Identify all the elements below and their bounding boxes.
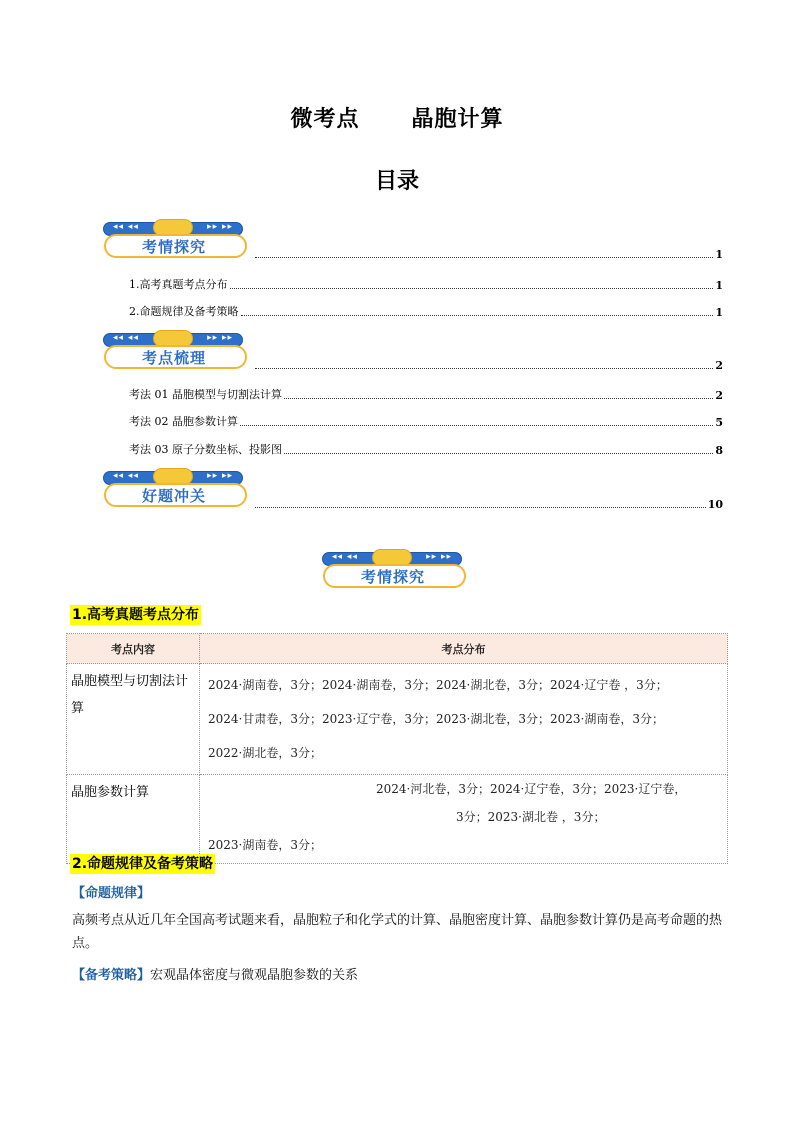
distribution-line: 2022·湖北卷，3分； (208, 746, 322, 760)
table-cell-distribution (200, 664, 728, 775)
toc-dots (255, 257, 713, 258)
arrow-left-icon: ◂◂ ◂◂ (113, 222, 139, 232)
title-left: 微考点 (290, 107, 360, 132)
toc-entry[interactable] (253, 498, 723, 511)
arrow-right-icon: ▸▸ ▸▸ (426, 552, 452, 562)
toc-page: 1 (715, 248, 723, 261)
table-cell-topic: 晶胞模型与切割法计算 (67, 664, 200, 775)
arrow-left-icon: ◂◂ ◂◂ (113, 471, 139, 481)
badge-label: 考情探究 (360, 568, 425, 586)
badge-label: 考情探究 (141, 238, 206, 256)
rule-tag: 【命题规律】 (72, 886, 151, 901)
toc-entry-text: 考法 03 原子分数坐标、投影图 (129, 443, 282, 456)
toc-page: 1 (715, 279, 723, 292)
toc-page: 2 (715, 359, 723, 372)
toc-entry-text: 考法 01 晶胞模型与切割法计算 (129, 388, 282, 401)
strategy-line (72, 964, 732, 987)
table-row (67, 775, 728, 864)
table-cell-distribution (200, 775, 728, 864)
strategy-text: 宏观晶体密度与微观晶胞参数的关系 (150, 968, 359, 983)
arrow-right-icon: ▸▸ ▸▸ (207, 333, 233, 343)
arrow-right-icon: ▸▸ ▸▸ (207, 471, 233, 481)
section-heading-exam-distribution: 1.高考真题考点分布 (72, 607, 200, 623)
badge-practice[interactable] (103, 471, 248, 511)
badge-label: 考点梳理 (141, 349, 206, 367)
toc-entry[interactable] (129, 303, 723, 319)
toc-entry[interactable] (129, 413, 723, 429)
toc-page: 8 (715, 444, 723, 457)
toc-dots (255, 507, 706, 508)
table-row (67, 664, 728, 775)
table-header-distribution: 考点分布 (200, 634, 728, 664)
table-header-topic: 考点内容 (67, 634, 200, 664)
toc-entry-text: 考法 02 晶胞参数计算 (129, 415, 238, 428)
title-right: 晶胞计算 (411, 107, 504, 132)
strategy-tag: 【备考策略】 (72, 968, 151, 983)
toc-dots (284, 398, 713, 399)
distribution-line: 3分；2023·湖北卷 ，3分； (456, 810, 606, 824)
badge-section-exam-analysis (322, 552, 467, 592)
badge-key-points[interactable] (103, 333, 248, 373)
table-cell-topic: 晶胞参数计算 (67, 775, 200, 864)
toc-page: 2 (715, 389, 723, 402)
section-heading-rules-strategy: 2.命题规律及备考策略 (72, 856, 214, 872)
toc-entry[interactable] (253, 248, 723, 261)
toc-entry[interactable] (129, 441, 723, 457)
toc-entry-text: 2.命题规律及备考策略 (129, 305, 239, 318)
toc-entry-text: 1.高考真题考点分布 (129, 278, 228, 291)
badge-exam-analysis[interactable] (103, 222, 248, 262)
toc-page: 10 (707, 498, 723, 511)
page-title (0, 102, 794, 133)
exam-distribution-table (66, 633, 728, 864)
arrow-left-icon: ◂◂ ◂◂ (113, 333, 139, 343)
toc-dots (230, 288, 714, 289)
badge-label: 好题冲关 (141, 487, 206, 505)
toc-heading: 目录 (374, 169, 419, 194)
toc-dots (240, 425, 713, 426)
rule-tag-line (72, 882, 732, 905)
distribution-line: 2024·湖南卷，3分；2024·湖南卷，3分；2024·湖北卷，3分；2024·辽宁卷 ，3分； (208, 678, 668, 692)
toc-page: 1 (715, 306, 723, 319)
toc-page: 5 (715, 416, 723, 429)
toc-dots (284, 453, 713, 454)
toc-entry[interactable] (129, 386, 723, 402)
toc-entry[interactable] (253, 359, 723, 372)
toc-entry[interactable] (129, 276, 723, 292)
arrow-left-icon: ◂◂ ◂◂ (332, 552, 358, 562)
toc-dots (255, 368, 713, 369)
toc-dots (241, 315, 714, 316)
arrow-right-icon: ▸▸ ▸▸ (207, 222, 233, 232)
table-header-row (67, 634, 728, 664)
rule-text: 高频考点从近几年全国高考试题来看，晶胞粒子和化学式的计算、晶胞密度计算、晶胞参数计算仍是高考命题的热点。 (72, 913, 723, 951)
distribution-line: 2024·河北卷，3分；2024·辽宁卷，3分；2023·辽宁卷， (376, 782, 687, 796)
distribution-line: 2024·甘肃卷，3分；2023·辽宁卷，3分；2023·湖北卷，3分；2023·湖南卷，3分； (208, 712, 664, 726)
distribution-line: 2023·湖南卷，3分； (208, 838, 322, 852)
